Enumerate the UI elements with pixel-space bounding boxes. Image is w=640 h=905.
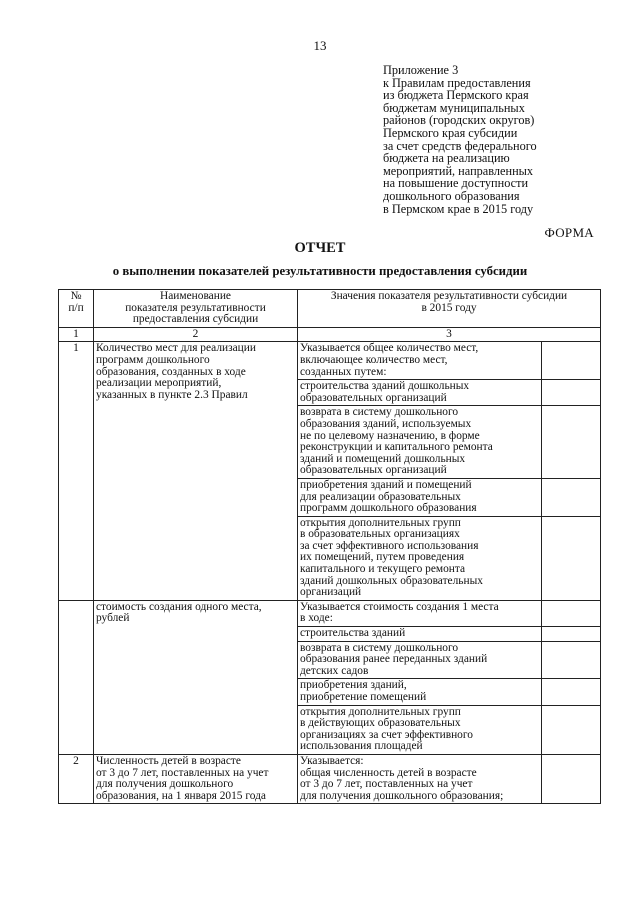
appendix-line: мероприятий, направленных: [383, 163, 534, 178]
row-number: 1: [59, 342, 94, 600]
value-cell: [542, 754, 601, 803]
appendix-line: из бюджета Пермского края: [383, 88, 529, 103]
value-cell: [542, 342, 601, 380]
appendix-line: Приложение 3: [383, 63, 459, 77]
report-title: ОТЧЕТ: [294, 240, 346, 256]
table-header-row: [59, 290, 601, 328]
value-cell: [542, 705, 601, 754]
value-cell: [542, 627, 601, 642]
table-row: [59, 754, 601, 803]
appendix-line: районов (городских округов): [383, 113, 535, 128]
indicator-name: Количество мест для реализации программ дошкольного образования, созданных в ходе реализации мероприятий, указанных в пункте 2.3 Правил: [94, 342, 298, 600]
value-description: Указывается общее количество мест, включающее количество мест, созданных путем:: [298, 342, 542, 380]
table-row: [59, 600, 601, 626]
appendix-line: к Правилам предоставления: [383, 75, 531, 90]
appendix-line: дошкольного образования: [383, 188, 520, 203]
indicator-name: стоимость создания одного места, рублей: [94, 600, 298, 754]
value-cell: [542, 516, 601, 600]
column-number: 1: [59, 327, 94, 342]
value-cell: [542, 380, 601, 406]
value-description: возврата в систему дошкольного образования зданий, используемых не по целевому назначению, в форме реконструкции и капитального ремонта зданий и помещений дошкольных образовательных организаций: [298, 406, 542, 479]
page-number: 13: [313, 38, 327, 53]
header-name: Наименование показателя результативности предоставления субсидии: [94, 290, 298, 328]
value-description: строительства зданий: [298, 627, 542, 642]
value-description: приобретения зданий и помещений для реализации образовательных программ дошкольного образования: [298, 478, 542, 516]
header-num: № п/п: [59, 290, 94, 328]
value-description: строительства зданий дошкольных образовательных организаций: [298, 380, 542, 406]
column-numbers-row: [59, 327, 601, 342]
value-description: Указывается стоимость создания 1 места в ходе:: [298, 600, 542, 626]
value-cell: [542, 641, 601, 679]
report-subtitle: о выполнении показателей результативности предоставления субсидии: [112, 264, 528, 278]
appendix-line: в Пермском крае в 2015 году: [383, 201, 534, 216]
header-values: Значения показателя результативности субсидии в 2015 году: [298, 290, 601, 328]
value-cell: [542, 600, 601, 626]
column-number: 3: [298, 327, 601, 342]
row-number: 2: [59, 754, 94, 803]
value-cell: [542, 478, 601, 516]
appendix-line: на повышение доступности: [383, 176, 529, 191]
value-cell: [542, 406, 601, 479]
appendix-line: бюджета на реализацию: [383, 151, 510, 166]
appendix-line: Пермского края субсидии: [383, 125, 518, 140]
value-description: открытия дополнительных групп в образовательных организациях за счет эффективного использования их помещений, путем проведения капитального и текущего ремонта зданий дошкольных образовательных организаций: [298, 516, 542, 600]
value-description: возврата в систему дошкольного образования ранее переданных зданий детских садов: [298, 641, 542, 679]
value-description: открытия дополнительных групп в действующих образовательных организациях за счет эффективного использования площадей: [298, 705, 542, 754]
indicator-name: Численность детей в возрасте от 3 до 7 лет, поставленных на учет для получения дошкольного образования, на 1 января 2015 года: [94, 754, 298, 803]
report-table: [58, 289, 601, 804]
table-row: [59, 342, 601, 380]
value-description: Указывается: общая численность детей в возрасте от 3 до 7 лет, поставленных на учет для получения дошкольного образования;: [298, 754, 542, 803]
appendix-line: бюджетам муниципальных: [383, 100, 525, 115]
appendix-block: [383, 64, 623, 215]
column-number: 2: [94, 327, 298, 342]
value-description: приобретения зданий, приобретение помещений: [298, 679, 542, 705]
appendix-line: за счет средств федерального: [383, 138, 537, 153]
value-cell: [542, 679, 601, 705]
row-number: [59, 600, 94, 754]
forma-label: ФОРМА: [544, 225, 594, 240]
